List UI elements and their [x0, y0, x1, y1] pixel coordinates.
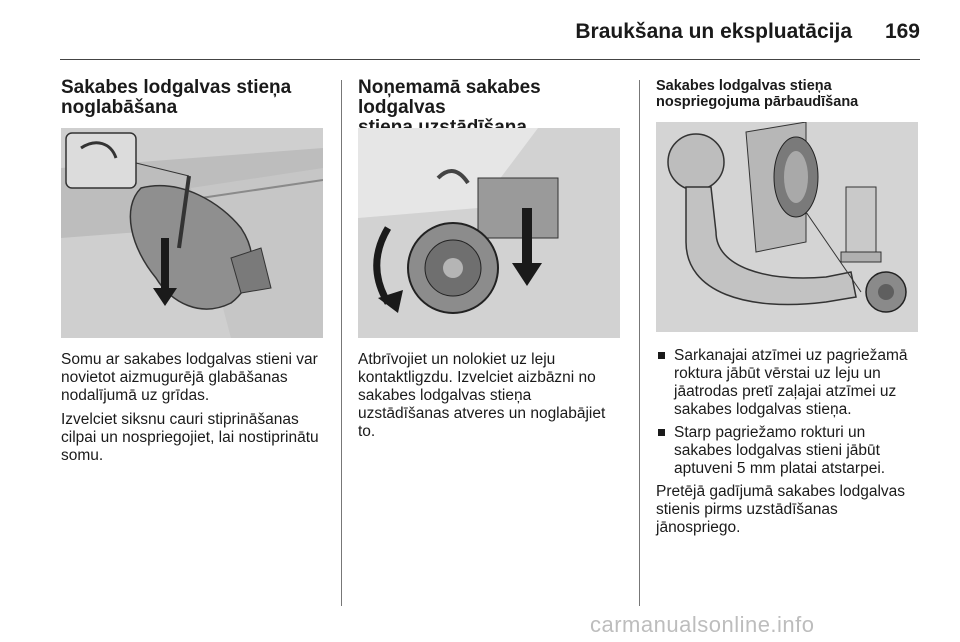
storage-illustration: [61, 128, 323, 338]
watermark: carmanualsonline.info: [590, 612, 815, 637]
storage-text: [61, 351, 331, 465]
storage-paragraph-1: Somu ar sakabes lodgalvas stieni var novietot aizmugurējā glabāšanas nodalījumā uz grīdas.: [61, 351, 318, 404]
installation-paragraph: Atbrīvojiet un nolokiet uz leju kontaktligzdu. Izvelciet aizbāzni no sakabes lodgalvas stieņa uzstādīšanas atveres un noglabājiet to.: [358, 351, 606, 440]
list-item: Starp pagriežamo rokturi un sakabes lodgalvas stieni jābūt aptuveni 5 mm platai atstarpei.: [656, 424, 922, 478]
list-item: Sarkanajai atzīmei uz pagriežamā roktura jābūt vērstai uz leju un jāatrodas pretī zaļajai atzīmei uz sakabes lodgalvas stieņa.: [656, 347, 922, 419]
tension-illustration: [656, 122, 918, 332]
page-number: 169: [884, 20, 920, 43]
installation-heading: Noņemamā sakabes lodgalvas: [358, 77, 541, 118]
bullet-square-icon: [658, 429, 665, 436]
page-header: [0, 0, 960, 60]
storage-paragraph-2: Izvelciet siksnu cauri stiprināšanas cilpai un nospriegojiet, lai nostiprinātu somu.: [61, 411, 319, 464]
tension-text: [656, 347, 922, 537]
header-divider: [60, 59, 920, 60]
tension-paragraph: Pretējā gadījumā sakabes lodgalvas stienis pirms uzstādīšanas jānospriego.: [656, 483, 906, 536]
column-storage: [61, 78, 329, 118]
column-divider-2: [639, 80, 640, 606]
section-title: Braukšana un ekspluatācija: [575, 20, 852, 43]
column-tension-check: [656, 78, 920, 110]
column-divider-1: [341, 80, 342, 606]
tension-heading: Sakabes lodgalvas stieņa nospriegojuma pārbaudīšana: [656, 78, 859, 110]
installation-illustration: [358, 128, 620, 338]
requirement-list: [656, 347, 922, 478]
installation-text: [358, 351, 628, 441]
storage-heading: Sakabes lodgalvas stieņa noglabāšana: [61, 77, 292, 118]
bullet-square-icon: [658, 352, 665, 359]
